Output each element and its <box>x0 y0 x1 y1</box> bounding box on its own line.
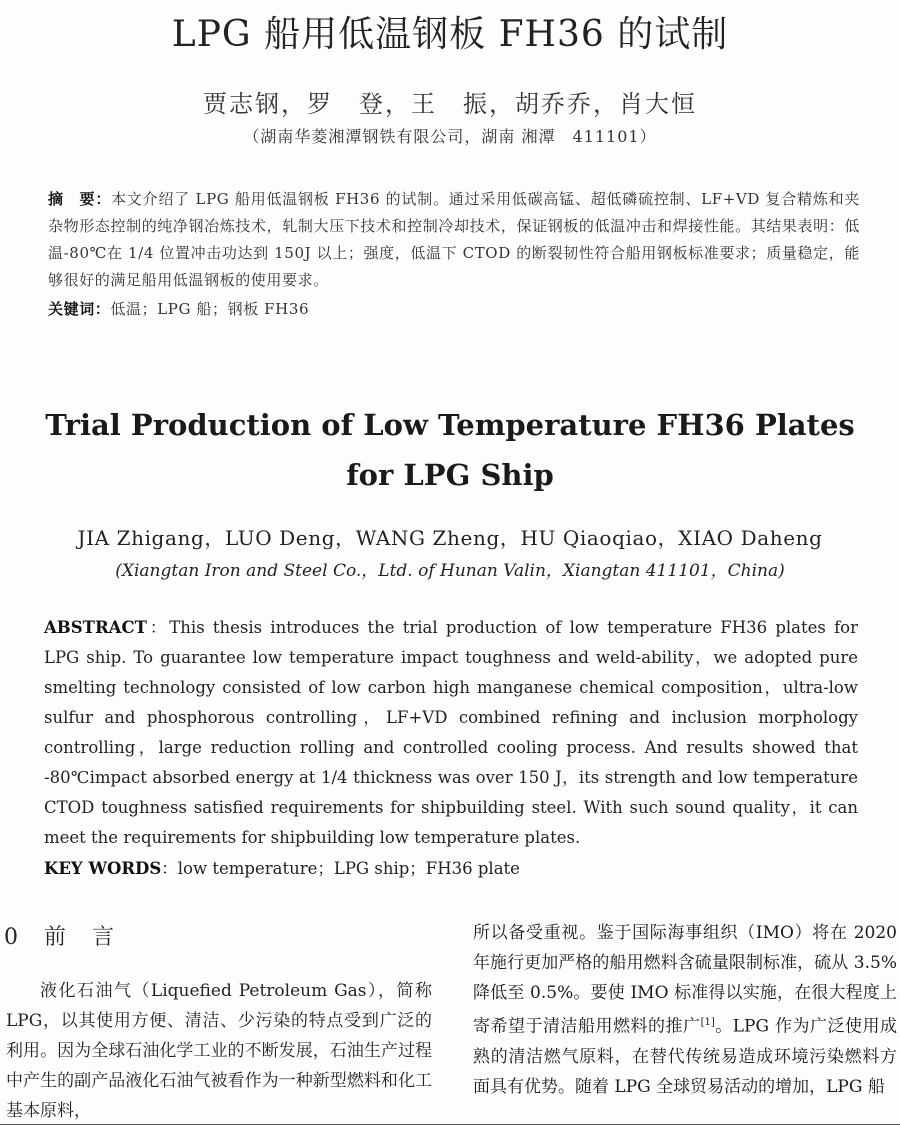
chinese-keywords <box>48 298 860 319</box>
citation-ref: [1] <box>700 1017 715 1028</box>
english-affiliation: (Xiangtan Iron and Steel Co.，Ltd. of Hunan Valin，Xiangtan 411101，China) <box>115 561 785 581</box>
english-abstract-label: ABSTRACT <box>44 618 147 637</box>
chinese-authors: 贾志钢，罗 登，王 振，胡乔乔，肖大恒 <box>203 90 697 118</box>
body-column-left: 液化石油气（Liquefied Petroleum Gas），简称 LPG，以其使用方便、清洁、少污染的特点受到广泛的利用。因为全球石油化学工业的不断发展，石油生产过程中产生的副产品液化石油气被看作为一种新型燃料和化工基本原料， <box>6 981 432 1121</box>
english-keywords-sep: ： <box>161 859 178 878</box>
english-keywords-text: low temperature；LPG ship；FH36 plate <box>177 859 520 878</box>
english-abstract <box>44 613 858 853</box>
chinese-abstract-text: 本文介绍了 LPG 船用低温钢板 FH36 的试制。通过采用低碳高锰、超低磷硫控制、LF+VD 复合精炼和夹杂物形态控制的纯净钢冶炼技术，轧制大压下技术和控制冷却技术，保证钢板的低温冲击和焊接性能。其结果表明：低温-80℃在 1/4 位置冲击功达到 150J 以上；强度，低温下 CTOD 的断裂韧性符合船用钢板标准要求；质量稳定，能够很好的满足船用低温钢板的使用要求。 <box>48 190 860 289</box>
chinese-keywords-label: 关键词： <box>48 300 111 318</box>
english-title-line1: Trial Production of Low Temperature FH36 Plates <box>45 408 855 442</box>
chinese-title: LPG 船用低温钢板 FH36 的试制 <box>171 14 729 55</box>
english-keywords-label: KEY WORDS <box>44 859 162 878</box>
english-authors: JIA Zhigang，LUO Deng，WANG Zheng，HU Qiaoqiao，XIAO Daheng <box>77 526 823 550</box>
page-bottom-rule <box>0 1124 900 1125</box>
body-right-text-b: 。LPG 作为广泛使用成熟的清洁燃气原料，在替代传统易造成环境污染燃料方面具有优势。随着 LPG 全球贸易活动的增加，LPG 船 <box>473 1016 898 1097</box>
body-column-right <box>473 918 897 1102</box>
english-title <box>0 400 900 500</box>
chinese-affiliation: （湖南华菱湘潭钢铁有限公司，湖南 湘潭 411101） <box>243 127 657 146</box>
english-abstract-sep: ： <box>146 618 170 637</box>
english-abstract-text: This thesis introduces the trial production of low temperature FH36 plates for LPG ship. To guarantee low temperature impact toughness and weld-ability，we adopted pure smelting technology consisted of low carbon high manganese chemical composition，ultra-low sulfur and phosphorous controlling，LF+VD combined refining and inclusion morphology controlling，large reduction rolling and controlled cooling process. And results showed that -80℃impact absorbed energy at 1/4 thickness was over 150 J，its strength and low temperature CTOD toughness satisfied requirements for shipbuilding steel. With such sound quality，it can meet the requirements for shipbuilding low temperature plates. <box>44 618 859 847</box>
body-right-text-a: 所以备受重视。鉴于国际海事组织（IMO）将在 2020 年施行更加严格的船用燃料含硫量限制标准，硫从 3.5%降低至 0.5%。要使 IMO 标准得以实施，在很大程度上寄希望于清洁船用燃料的推广 <box>473 923 897 1037</box>
english-title-line2: for LPG Ship <box>346 458 554 492</box>
chinese-abstract-label: 摘 要： <box>48 190 112 208</box>
chinese-abstract <box>48 186 860 294</box>
section-heading-introduction: 0 前 言 <box>4 925 116 950</box>
english-keywords <box>44 855 858 879</box>
chinese-keywords-text: 低温；LPG 船；钢板 FH36 <box>110 300 310 318</box>
